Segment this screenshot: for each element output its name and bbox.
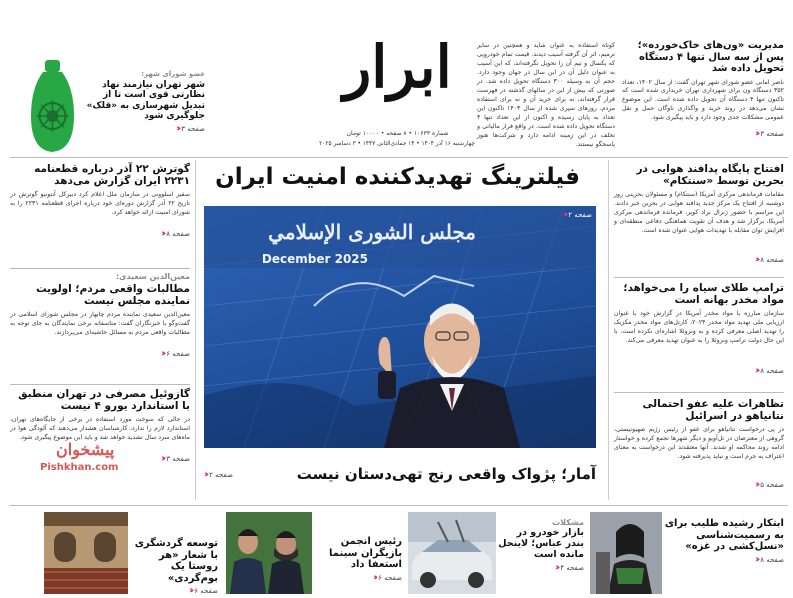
chevron-left-icon: ‹‹‹ [563,210,566,220]
bottom-divider [10,505,788,506]
top-left-page-ref[interactable] [85,124,205,134]
sub-page-ref[interactable] [204,470,233,480]
page-ref-label: صفحه ۳ [760,129,784,138]
bottom-3-story[interactable] [314,536,402,596]
page-ref-label: صفحه ۶ [166,350,190,359]
page-ref-label: صفحه ۳ [181,125,205,134]
page-ref-label: صفحه ۵ [760,481,784,490]
right-item-2-body: سازمان مبارزه با مواد مخدر آمریکا در گزارش خود با عنوان ارزیابی ملی تهدید مواد مخدر ۲۰۲۴، کارتل‌های مواد مخدر مکزیک را تهدید اصلی معرفی کرده و به ونزوئلا اشاره‌ای نکرده است. با این حال دولت ترامپ ونزوئلا را به عنوان تهدید معرفی می‌کند. [614,310,784,345]
left-item-2-page-ref[interactable] [10,349,190,359]
left-divider-2 [10,384,190,385]
bottom-1-headline: ابتکار رشیده طلیب برای به رسمیت‌شناسی «نسل‌کشی در غزه» [664,518,784,552]
photo-banner-text: مجلس الشورى الإسلامي [268,220,476,244]
right-item-2[interactable] [614,282,784,392]
chevron-left-icon: ‹‹‹ [373,572,376,583]
left-item-2[interactable] [10,272,190,384]
masthead [319,33,616,158]
left-item-1-headline: گوترش ۲۲ آذر درباره قطعنامه ۲۲۳۱ ایران گزارش می‌دهد [34,163,190,188]
chevron-left-icon: ‹‹‹ [755,480,758,491]
left-item-3-headline: گازوئیل مصرفی در تهران منطبق با استاندارد یورو ۴ نیست [18,388,190,413]
left-column [10,160,190,500]
bottom-4-page-ref[interactable] [130,586,218,596]
top-right-headline-2: پس از سه سال تنها ۴ دستگاه [639,51,784,63]
main-page-ref[interactable] [563,210,592,220]
chevron-left-icon: ‹‹‹ [161,454,164,465]
sub-headline: آمار؛ پژواک واقعی رنج تهی‌دستان نیست [296,465,596,484]
right-item-2-headline: ترامپ طلای سیاه را می‌خواهد؛ مواد مخدر بهانه است [623,282,784,307]
main-headline[interactable]: فیلترینگ تهدیدکننده امنیت ایران [215,164,580,190]
right-divider-1 [614,277,784,278]
left-item-3-body: در حالی که سوخت مورد استفاده در برخی از جایگاه‌های تهران، استاندارد لازم را ندارد، کارشناسان هشدار می‌دهند که آلودگی هوا در ماه‌های سرد سال تشدید خواهد شد و باید این موضوع پیگیری شود. [10,416,190,442]
right-item-3-body: در پی درخواست نتانیاهو برای عفو از رئیس رژیم صهیونیستی، گروهی از معترضان در تل‌آویو و دیگر شهرها تجمع کرده و خواستار ادامه روند محاکمه او شدند. آنها معتقدند این درخواست به معنای اعتراف به جرم است و نباید پذیرفته شود. [614,426,784,461]
bottom-1-photo [590,512,662,594]
page-ref-label: صفحه ۶ [194,587,218,595]
top-left-kicker: عضو شورای شهر: [141,70,205,78]
photo-banner-date: December 2025 [261,252,368,266]
right-divider-2 [614,392,784,393]
chevron-left-icon: ‹‹‹ [555,562,558,573]
date-line: چهارشنبه ۱۶ آذر ۱۴۰۴ • ۱۴ جمادی‌الثانی ۱۴۴۷ • ۳ دسامبر ۲۰۲۵ [319,141,475,147]
chevron-left-icon: ‹‹‹ [755,255,758,266]
bottom-3-headline: رئیس انجمن بازیگران سینما استعفا داد [329,536,402,570]
bottom-2-kicker: مشکلات [552,518,584,527]
right-item-2-page-ref[interactable] [614,366,784,376]
right-item-3-page-ref[interactable] [614,480,784,490]
bottom-3-page-ref[interactable] [314,573,402,583]
left-item-2-body: معین‌الدین سعیدی نماینده مردم چابهار در مجلس شورای اسلامی در گفت‌وگو با خبرنگاران گفت: متاسفانه برخی نمایندگان به جای توجه به مطالبات واقعی مردم به مسائل حاشیه‌ای می‌پردازند. [10,311,190,337]
chevron-left-icon: ‹‹‹ [755,128,758,139]
right-item-1[interactable] [614,163,784,278]
page-ref-label: صفحه ۸ [166,230,190,239]
right-item-1-headline: افتتاح پایگاه پدافند هوایی در بحرین توسط «سنتکام» [636,163,784,188]
page-ref-label: صفحه ۲ [568,211,592,219]
top-right-headline-1: مدیریت «ون‌های خاک‌خورده»؛ [637,40,784,51]
page-ref-label: صفحه ۲ [209,471,233,479]
masthead-intro-text: کوتاه استفاده به عنوان شاید و همچنین در سایر ترمیم، اثر آن گرفته آسیب دیدند. قیمت تمام خودرویی که یکسال و نیم آن را تحویل نگرفته‌اند، که این آسیب به عنوان دلیل آن در این سال در جهان وجود دارد. حجم آن به وسیله ۳۰۰ دستگاه تحویل داده شد. در صورتی که بیش از این در سالهای گذشته در فهرست قرار گرفته‌اند، نه برای خرید آن و نه برای استفاده مردم. روزهای سپری شده از سال ۱۴۰۳ تاکنون این تعداد به پایان رسیده و اکنون از این تعداد تنها ۴ دستگاه تحویل داده شده است. در واقع فرار مالیاتی و تخلف در این زمینه ادامه دارد و شرکت‌ها هنوز پاسخگو نیستند. [477,42,616,148]
bottom-3-photo [226,512,312,594]
top-right-story[interactable] [622,40,784,150]
right-column [614,160,784,500]
right-item-1-body: مقامات فرماندهی مرکزی آمریکا (سنتکام) و مسئولان بحرینی روز دوشنبه از افتتاح یک مرکز جدید پدافند هوایی در بحرین خبر دادند. این مراسم با حضور ژنرال براد کوپر، فرمانده فرماندهی مرکزی آمریکا، برگزار شد و هدف آن تقویت هماهنگی دفاعی منطقه‌ای و افزایش توان مقابله با تهدیدات هوایی عنوان شده است. [614,191,784,235]
watermark-fa: پیشخوان [56,440,115,459]
right-item-3-headline: تظاهرات علیه عفو احتمالی نتانیاهو در اسرائیل [642,398,784,423]
top-right-body: ناصر امانی عضو شورای شهر تهران گفت: از سال ۱۴۰۲، تعداد ۳۵۲ دستگاه ون برای شهرداری تهران خریداری شده است که تاکنون تنها ۴ دستگاه آن تحویل داده شده است. این موضوع نشان می‌دهد در روند خرید و واگذاری ناوگان حمل و نقل عمومی مشکلات جدی وجود دارد و باید پیگیری شود. [622,78,784,122]
right-item-1-page-ref[interactable] [614,255,784,265]
bottom-2-story[interactable] [498,518,584,596]
page-ref-label: صفحه ۴ [560,563,584,572]
chevron-left-icon: ‹‹‹ [755,554,758,565]
chevron-left-icon: ‹‹‹ [176,124,179,135]
bottom-2-photo [408,512,496,594]
left-item-1-page-ref[interactable] [10,229,190,239]
bottom-2-page-ref[interactable] [498,563,584,573]
left-item-1-body: سفیر اسلوونی در سازمان ملل اعلام کرد دبیرکل آنتونیو گوترش در تاریخ ۲۲ آذر گزارش دوره‌ای خود درباره اجرای قطعنامه ۲۲۳۱ را به شورای امنیت ارائه خواهد کرد. [10,191,190,217]
top-left-story[interactable] [85,70,205,155]
top-right-headline-3: تحویل داده شد [711,63,784,74]
column-divider-right [608,160,609,500]
bottom-1-page-ref[interactable] [664,555,784,565]
bottom-2-headline: بازار خودرو در بندر عباس؛ لاینحل مانده است [498,527,584,560]
bottom-4-headline: توسعه گردشگری با شعار «هر روستا یک بوم‌گردی» [134,538,218,584]
green-vase-icon [25,58,80,156]
left-item-1[interactable] [10,160,190,268]
masthead-logo: ابرار [343,33,452,101]
issue-line: شماره ۱۰۶۳۳ • ۸ صفحه • ۱۰۰۰۰ تومان [346,130,449,137]
right-item-3[interactable] [614,398,784,498]
chevron-left-icon: ‹‹‹ [189,586,192,596]
main-photo [204,206,596,448]
column-divider-left [195,160,196,500]
watermark: Pishkhan.com [40,462,119,473]
chevron-left-icon: ‹‹‹ [204,470,207,480]
left-item-2-kicker: معین‌الدین سعیدی: [115,272,190,281]
top-divider [10,157,788,158]
top-right-page-ref[interactable] [622,129,784,139]
page-ref-label: صفحه ۸ [760,555,784,564]
top-left-headline: شهر تهران نیازمند نهاد نظارتی قوی است تا از تبدیل شهرسازی به «قلک» جلوگیری شود [86,80,205,122]
page-ref-label: صفحه ۸ [760,256,784,265]
chevron-left-icon: ‹‹‹ [755,366,758,377]
chevron-left-icon: ‹‹‹ [161,349,164,360]
page-ref-label: صفحه ۳ [166,455,190,464]
sub-headline-row[interactable] [204,464,596,486]
page-ref-label: صفحه ۸ [760,367,784,376]
left-divider-1 [10,268,190,269]
chevron-left-icon: ‹‹‹ [161,229,164,240]
left-item-2-headline: مطالبات واقعی مردم؛ اولویت نماینده مجلس نیست [36,283,190,308]
bottom-4-photo [44,512,128,594]
bottom-4-story[interactable] [130,538,218,596]
bottom-1-story[interactable] [664,518,784,596]
page-ref-label: صفحه ۶ [378,573,402,582]
